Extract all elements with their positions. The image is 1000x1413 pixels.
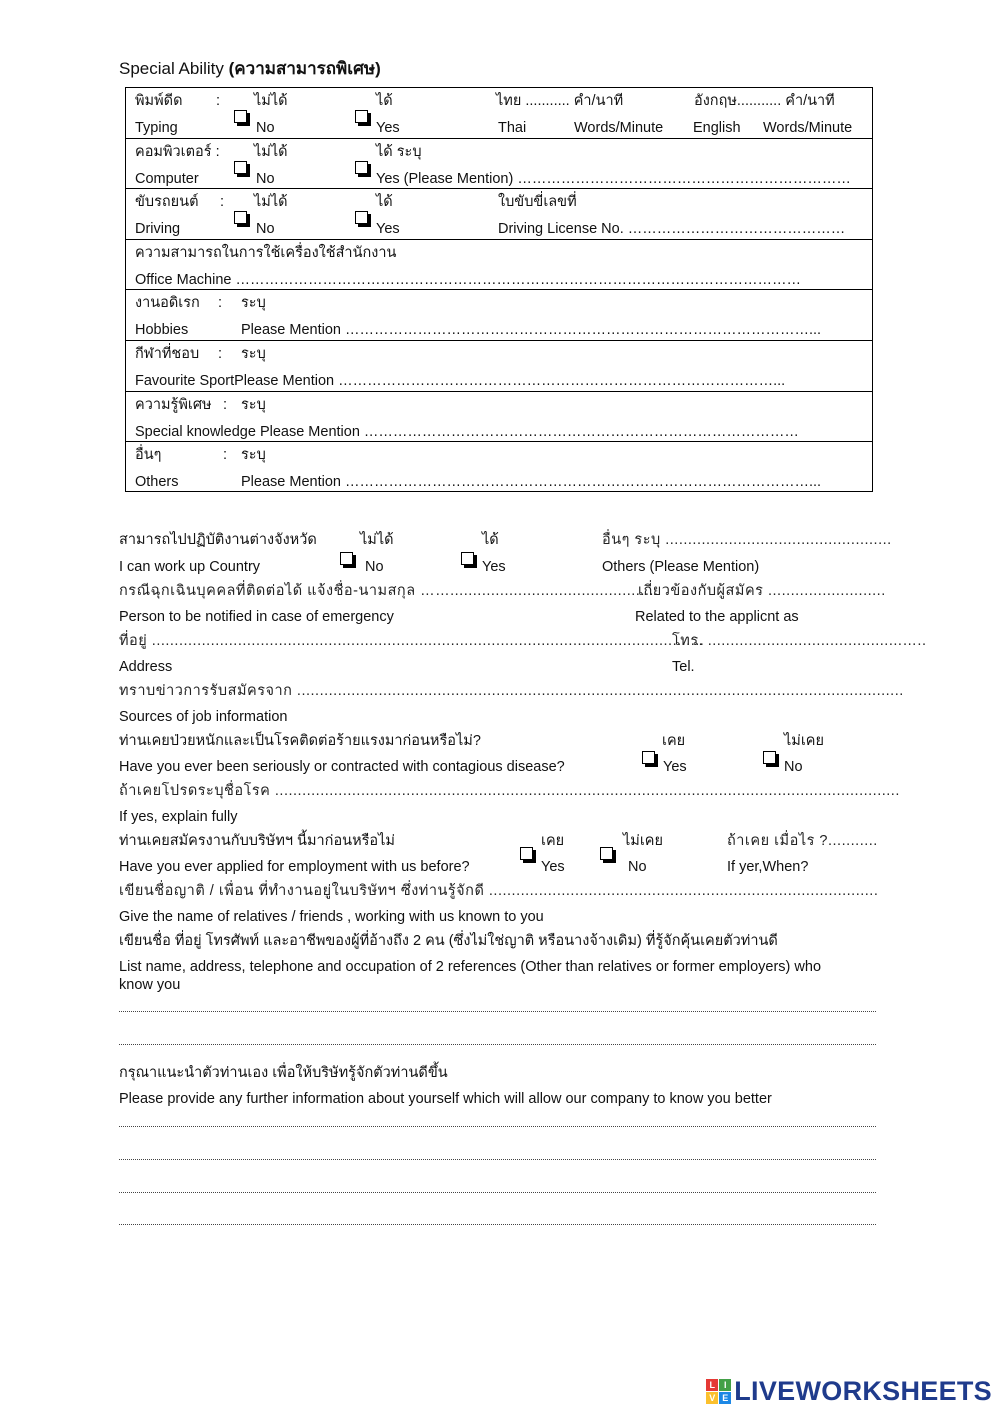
driving-label-th: ขับรถยนต์ xyxy=(135,194,199,211)
upcountry-yes-th: ได้ xyxy=(482,532,499,548)
colon: : xyxy=(218,345,223,362)
reference-line-1[interactable] xyxy=(119,1011,876,1012)
disease-label-en: Have you ever been seriously or contracted with contagious disease? xyxy=(119,759,565,775)
logo-mark-letter: E xyxy=(719,1392,731,1404)
typing-yes-th: ได้ xyxy=(376,93,393,109)
relatives-label-en: Give the name of relatives / friends , working with us known to you xyxy=(119,909,544,925)
disease-no-checkbox[interactable] xyxy=(763,751,776,764)
liveworksheets-logo xyxy=(706,1376,992,1407)
typing-label-en: Typing xyxy=(135,120,178,136)
sport-label-th: กีฬาที่ชอบ xyxy=(135,345,200,362)
typing-thai-wpm: Words/Minute xyxy=(574,120,664,136)
driving-label-en: Driving xyxy=(135,221,181,238)
driving-no-checkbox[interactable] xyxy=(234,211,247,224)
mention-th: ระบุ xyxy=(241,345,266,362)
applied-no-en: No xyxy=(628,859,647,875)
driving-yes-th: ได้ xyxy=(376,194,393,211)
emergency-relation-field[interactable]: เกี่ยวข้องกับผู้สมัคร .......................... xyxy=(638,583,886,599)
computer-no-th: ไม่ได้ xyxy=(254,143,288,160)
knowledge-label-th: ความรู้พิเศษ xyxy=(135,396,212,413)
hobbies-row xyxy=(126,290,872,341)
section-heading xyxy=(119,60,381,77)
license-number-field[interactable]: Driving License No. ……………………………………… xyxy=(498,221,846,238)
computer-yes-th: ได้ ระบุ xyxy=(376,143,422,160)
logo-mark-letter: L xyxy=(706,1379,718,1391)
applied-label-en: Have you ever applied for employment with us before? xyxy=(119,859,470,875)
sport-field[interactable]: Favourite SportPlease Mention ………………………………………………………………………………... xyxy=(135,372,786,389)
sport-row xyxy=(126,341,872,392)
applied-yes-checkbox[interactable] xyxy=(520,847,533,860)
references-label-en-cont: know you xyxy=(119,977,181,993)
applied-yes-en: Yes xyxy=(541,859,565,875)
office-label-th: ความสามารถในการใช้เครื่องใช้สำนักงาน xyxy=(135,244,397,261)
special-ability-table xyxy=(125,87,873,492)
upcountry-yes-checkbox[interactable] xyxy=(461,552,474,565)
others-field[interactable]: Please Mention ……………………………………………………………………………………... xyxy=(241,474,822,491)
typing-no-th: ไม่ได้ xyxy=(254,93,288,109)
driving-no-en: No xyxy=(256,221,275,238)
applied-when-field[interactable]: ถ้าเคย เมื่อไร ?........... xyxy=(727,833,878,849)
tel-field[interactable]: โทร. ...........................................….. xyxy=(672,633,927,649)
typing-label-th: พิมพ์ดีด xyxy=(135,93,183,109)
license-label-th: ใบขับขี่เลขที่ xyxy=(498,194,577,211)
colon: : xyxy=(220,194,225,211)
references-label-th: เขียนชื่อ ที่อยู่ โทรศัพท์ และอาชีพของผู้ที่อ้างถึง 2 คน (ซึ่งไม่ใช่ญาติ หรือนางจ้างเดิม) ที่รู้จักคุ้นเคยตัวท่านดี xyxy=(119,933,778,949)
upcountry-other-field[interactable]: อื่นๆ ระบุ .................................................. xyxy=(602,532,892,548)
relatives-field[interactable]: เขียนชื่อญาติ / เพื่อน ที่ทำงานอยู่ในบริษัทฯ ซึ่งท่านรู้จักดี ...................................................................................... xyxy=(119,883,879,899)
typing-yes-en: Yes xyxy=(376,120,400,136)
office-machine-field[interactable]: Office Machine ……………………………………………………………………………………………………… xyxy=(135,271,801,288)
address-label-en: Address xyxy=(119,659,173,675)
disease-label-th: ท่านเคยป่วยหนักและเป็นโรคติดต่อร้ายแรงมาก่อนหรือไม่? xyxy=(119,733,481,749)
upcountry-no-en: No xyxy=(365,559,384,575)
applied-label-th: ท่านเคยสมัครงานกับบริษัทฯ นี้มาก่อนหรือไม่ xyxy=(119,833,395,849)
knowledge-row xyxy=(126,392,872,443)
heading-english: Special Ability xyxy=(119,59,224,78)
further-label-en: Please provide any further information about yourself which will allow our company to know you better xyxy=(119,1091,772,1107)
relation-label-en: Related to the applicnt as xyxy=(635,609,799,625)
tel-label-en: Tel. xyxy=(672,659,695,675)
mention-th: ระบุ xyxy=(241,447,266,464)
further-line-4[interactable] xyxy=(119,1224,876,1225)
disease-yes-checkbox[interactable] xyxy=(642,751,655,764)
colon: : xyxy=(218,295,223,312)
typing-english-wpm: Words/Minute xyxy=(763,120,853,136)
typing-english-th: อังกฤษ........... คำ/นาที xyxy=(694,93,835,109)
disease-no-th: ไม่เคย xyxy=(784,733,825,749)
typing-thai-th: ไทย ........... คำ/นาที xyxy=(496,93,624,109)
computer-no-en: No xyxy=(256,170,275,187)
applied-yes-th: เคย xyxy=(541,833,565,849)
disease-name-field[interactable]: ถ้าเคยโปรดระบุชื่อโรค .......................................................................................................................................... xyxy=(119,783,900,799)
driving-row xyxy=(126,189,872,240)
upcountry-label-en: I can work up Country xyxy=(119,559,261,575)
driving-yes-en: Yes xyxy=(376,221,400,238)
further-line-3[interactable] xyxy=(119,1192,876,1193)
others-row xyxy=(126,442,872,493)
further-label-th: กรุณาแนะนำตัวท่านเอง เพื่อให้บริษัทรู้จักตัวท่านดีขึ้น xyxy=(119,1065,448,1081)
further-line-2[interactable] xyxy=(119,1159,876,1160)
further-line-1[interactable] xyxy=(119,1126,876,1127)
explain-label-en: If yes, explain fully xyxy=(119,809,238,825)
others-label-en: Others xyxy=(135,474,179,491)
heading-thai: (ความสามารถพิเศษ) xyxy=(228,59,381,78)
office-machine-row xyxy=(126,240,872,291)
others-label-th: อื่นๆ xyxy=(135,447,162,464)
computer-no-checkbox[interactable] xyxy=(234,161,247,174)
computer-label-en: Computer xyxy=(135,170,199,187)
logo-mark-letter: V xyxy=(706,1392,718,1404)
address-field[interactable]: ที่อยู่ .......................................................................................................................... xyxy=(119,633,705,649)
typing-no-en: No xyxy=(256,120,275,136)
sources-field[interactable]: ทราบข่าวการรับสมัครจาก ...................................................................................................................................... xyxy=(119,683,904,699)
typing-row xyxy=(126,88,872,139)
emergency-label-en: Person to be notified in case of emergency xyxy=(119,609,394,625)
upcountry-yes-en: Yes xyxy=(482,559,506,575)
applied-when-en: If yer,When? xyxy=(727,859,809,875)
mention-th: ระบุ xyxy=(241,295,266,312)
driving-yes-checkbox[interactable] xyxy=(355,211,368,224)
upcountry-label-th: สามารถไปปฏิบัติงานต่างจังหวัด xyxy=(119,532,317,548)
typing-yes-checkbox[interactable] xyxy=(355,110,368,123)
mention-th: ระบุ xyxy=(241,396,266,413)
logo-mark-letter: I xyxy=(719,1379,731,1391)
hobbies-field[interactable]: Please Mention ……………………………………………………………………………………... xyxy=(241,322,822,339)
colon: : xyxy=(223,396,228,413)
applied-no-th: ไม่เคย xyxy=(623,833,664,849)
colon: : xyxy=(216,93,221,109)
upcountry-no-checkbox[interactable] xyxy=(340,552,353,565)
disease-yes-th: เคย xyxy=(662,733,686,749)
sources-label-en: Sources of job information xyxy=(119,709,288,725)
reference-line-2[interactable] xyxy=(119,1044,876,1045)
knowledge-field[interactable]: Special knowledge Please Mention ……………………………………………………………………………… xyxy=(135,423,799,440)
typing-english-en: English xyxy=(693,120,741,136)
disease-yes-en: Yes xyxy=(663,759,687,775)
upcountry-no-th: ไม่ได้ xyxy=(360,532,394,548)
computer-row xyxy=(126,139,872,190)
references-label-en: List name, address, telephone and occupation of 2 references (Other than relatives or former employers) who xyxy=(119,959,822,975)
driving-no-th: ไม่ได้ xyxy=(254,194,288,211)
logo-text: LIVEWORKSHEETS xyxy=(734,1376,992,1406)
applied-no-checkbox[interactable] xyxy=(600,847,613,860)
hobbies-label-th: งานอดิเรก xyxy=(135,295,200,312)
upcountry-other-en: Others (Please Mention) xyxy=(602,559,760,575)
disease-no-en: No xyxy=(784,759,803,775)
emergency-name-field[interactable]: กรณีฉุกเฉินบุคคลที่ติดต่อได้ แจ้งชื่อ-นามสกุล …….............................................. xyxy=(119,583,659,599)
hobbies-label-en: Hobbies xyxy=(135,322,189,339)
computer-yes-mention[interactable]: Yes (Please Mention) …………………………………………………………… xyxy=(376,170,851,187)
computer-label-th: คอมพิวเตอร์ : xyxy=(135,143,220,160)
logo-mark-icon xyxy=(706,1379,731,1404)
typing-no-checkbox[interactable] xyxy=(234,110,247,123)
typing-thai-en: Thai xyxy=(498,120,527,136)
computer-yes-checkbox[interactable] xyxy=(355,161,368,174)
colon: : xyxy=(223,447,228,464)
